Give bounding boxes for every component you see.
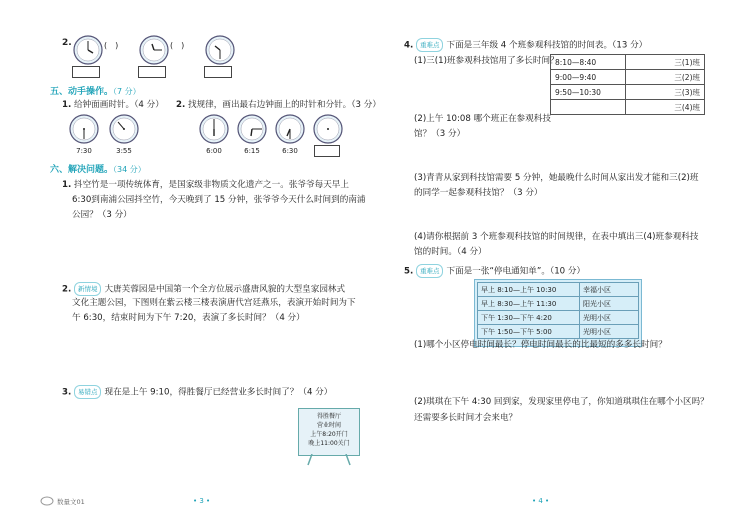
section6-header bbox=[50, 162, 146, 175]
s6-q2-line-2: 文化主题公园，下图则在紫云楼三楼表演唐代宫廷燕乐，表演开始时间为下 bbox=[72, 298, 356, 308]
sign-line-2: 营业时间 bbox=[316, 422, 341, 429]
clock-label-3: 6:00 bbox=[206, 147, 222, 155]
table-row: 下午 1:50—下午 5:00 光明小区 bbox=[478, 325, 639, 339]
section6-title: 六、解决问题。 bbox=[50, 165, 114, 175]
q4-sub2-line-2: 馆？（3 分） bbox=[414, 129, 466, 139]
class4-time-cell[interactable] bbox=[551, 100, 626, 115]
q5-text: 5. 重难点 下面是一张“停电通知单”。（10 分） bbox=[404, 264, 585, 278]
table-row: 8:10—8:40 三(1)班 bbox=[551, 55, 705, 70]
sign-stand-icon bbox=[306, 454, 352, 466]
sign-line-4: 晚上11:00关门 bbox=[308, 440, 350, 447]
q4-sub3-line-1: (3)青青从家到科技馆需要 5 分钟，她最晚什么时间从家出发才能和三(2)班 bbox=[414, 173, 699, 183]
clock-icon bbox=[206, 36, 234, 64]
s6-q1-line-1: 1. 抖空竹是一项传统体育，是国家级非物质文化遗产之一。张爷爷每天早上 bbox=[62, 180, 349, 190]
q2-number: 2. bbox=[62, 38, 72, 48]
clock-label-5: 6:30 bbox=[282, 147, 298, 155]
q2-paren-1: ( ) bbox=[104, 41, 119, 50]
blank-clock-icon bbox=[70, 115, 98, 143]
page-number-4: • 4 • bbox=[532, 497, 550, 505]
blank-clock-icon bbox=[110, 115, 138, 143]
table-row: 早上 8:10—上午 10:30 幸福小区 bbox=[478, 283, 639, 297]
clock-icon bbox=[200, 115, 228, 143]
clock-label-4: 6:15 bbox=[244, 147, 260, 155]
clock-icon bbox=[74, 36, 102, 64]
s5-q1-text: 1. 给钟面画时针。（4 分） bbox=[62, 100, 164, 110]
q2-answer-box-1[interactable] bbox=[72, 66, 100, 78]
key-difficulty-tag: 重难点 bbox=[416, 264, 444, 278]
page-number-3: • 3 • bbox=[193, 497, 211, 505]
s6-q2-line-3: 午 6:30，结束时间为下午 7:20，表演了多长时间？（4 分） bbox=[72, 313, 305, 323]
power-outage-notice bbox=[474, 279, 642, 347]
section6-score: （34 分） bbox=[113, 165, 146, 174]
new-context-tag: 新情境 bbox=[74, 282, 102, 296]
s5-q1-clocks bbox=[68, 113, 148, 147]
table-row: 9:50—10:30 三(3)班 bbox=[551, 85, 705, 100]
table-row: 9:00—9:40 三(2)班 bbox=[551, 70, 705, 85]
table-row: 三(4)班 bbox=[551, 100, 705, 115]
clock-icon bbox=[238, 115, 266, 143]
q4-sub2-line-1: (2)上午 10:08 哪个班正在参观科技 bbox=[414, 114, 551, 124]
q4-sub4-line-1: (4)请你根据前 3 个班参观科技馆的时间规律，在表中填出三(4)班参观科技 bbox=[414, 232, 699, 242]
restaurant-sign bbox=[298, 408, 360, 456]
section5-header bbox=[50, 84, 141, 97]
blank-clock-icon bbox=[314, 115, 342, 143]
section5-title: 五、动手操作。 bbox=[50, 87, 114, 97]
q4-sub4-line-2: 馆的时间。（4 分） bbox=[414, 247, 487, 257]
error-prone-tag: 易错点 bbox=[74, 385, 102, 399]
sign-line-1: 得胜餐厅 bbox=[316, 413, 341, 420]
table-row: 下午 1:30—下午 4:20 光明小区 bbox=[478, 311, 639, 325]
q5-sub2-line-2: 还需要多长时间才会来电？ bbox=[414, 413, 518, 423]
s6-q1-line-2: 6:30到南浦公园抖空竹，今天晚到了 15 分钟，张爷爷今天什么时间到的南浦 bbox=[72, 195, 366, 205]
q2-paren-2: ( ) bbox=[170, 41, 185, 50]
clock-label-2: 3:55 bbox=[116, 147, 132, 155]
clock-label-1: 7:30 bbox=[76, 147, 92, 155]
q5-sub2-line-1: (2)琪琪在下午 4:30 回到家，发现家里停电了，你知道琪琪住在哪个小区吗？ bbox=[414, 397, 709, 407]
key-difficulty-tag: 重难点 bbox=[416, 38, 444, 52]
q2-answer-box-3[interactable] bbox=[204, 66, 232, 78]
s5-q2-text: 2. 找规律，画出最右边钟面上的时针和分针。（3 分） bbox=[176, 100, 381, 110]
sign-line-3: 上午8:20开门 bbox=[310, 431, 348, 438]
section5-score: （7 分） bbox=[113, 87, 141, 96]
q4-sub1: (1)三(1)班参观科技馆用了多长时间？ bbox=[414, 56, 559, 66]
q4-sub3-line-2: 的同学一起参观科技馆？（3 分） bbox=[414, 188, 543, 198]
q5-sub1: (1)哪个小区停电时间最长？停电时间最长的比最短的多多长时间？ bbox=[414, 340, 667, 350]
s6-q1-line-3: 公园？（3 分） bbox=[72, 210, 132, 220]
table-row: 早上 8:30—上午 11:30 阳光小区 bbox=[478, 297, 639, 311]
book-logo-icon bbox=[40, 496, 54, 506]
s6-q2-line-1: 2. 新情境 大唐芙蓉园是中国第一个全方位展示盛唐风貌的大型皇家园林式 bbox=[62, 282, 345, 296]
schedule-table bbox=[550, 54, 705, 115]
clock-icon bbox=[140, 36, 168, 64]
s5-q2-answer-box[interactable] bbox=[314, 145, 340, 157]
clock-icon bbox=[276, 115, 304, 143]
footer-logo: 数量文01 bbox=[40, 496, 85, 506]
q2-answer-box-2[interactable] bbox=[138, 66, 166, 78]
q4-text: 4. 重难点 下面是三年级 4 个班参观科技馆的时间表。（13 分） bbox=[404, 38, 647, 52]
s6-q3-text: 3. 易错点 现在是上午 9:10，得胜餐厅已经营业多长时间了？（4 分） bbox=[62, 385, 332, 399]
